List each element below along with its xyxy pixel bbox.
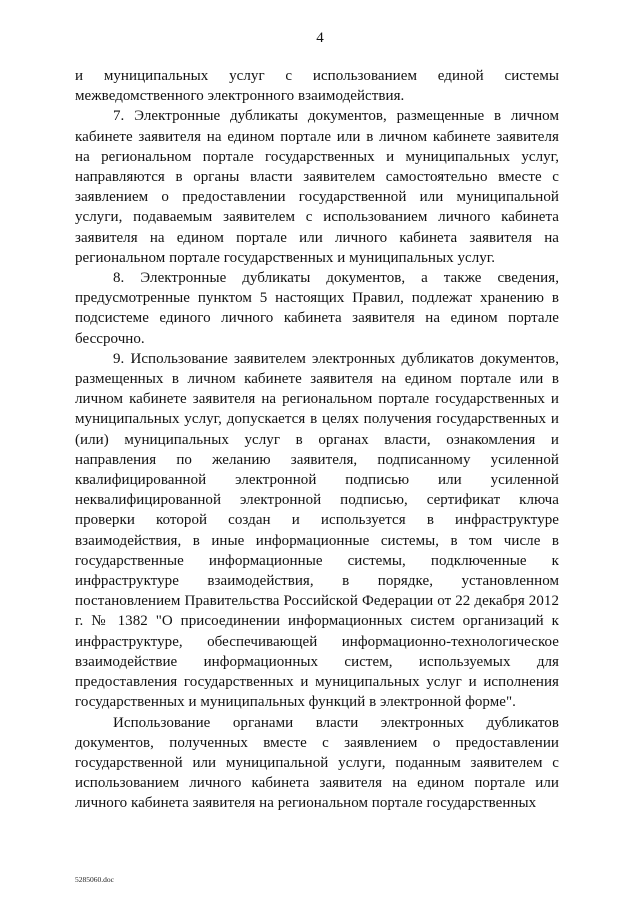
paragraph-continuation: и муниципальных услуг с использованием единой системы межведомственного электронного взаимодействия. — [75, 68, 559, 105]
paragraph-7: 7. Электронные дубликаты документов, размещенные в личном кабинете заявителя на едином портале или в личном кабинете заявителя на региональном портале государственных и муниципальных услуг, направляются в органы власти заявителем самостоятельно вместе с заявлением о предоставлении государственной или муниципальной услуги, подаваемым заявителем с использованием личного кабинета заявителя на едином портале или личного кабинета заявителя на региональном портале государственных и муниципальных услуг. — [75, 108, 559, 266]
document-body — [75, 66, 559, 814]
paragraph-9: 9. Использование заявителем электронных дубликатов документов, размещенных в личном кабинете заявителя на едином портале или в личном кабинете заявителя на региональном портале государственных и муниципальных услуг, допускается в целях получения государственных и (или) муниципальных услуг в органах власти, ознакомления и направления по желанию заявителя, подписанному усиленной квалифицированной электронной подписью или усиленной неквалифицированной электронной подписью, сертификат ключа проверки которой создан и используется в инфраструктуре взаимодействия, в иные информационные системы, в том числе в государственные информационные системы, подключенные к инфраструктуре взаимодействия, в порядке, установленном постановлением Правительства Российской Федерации от 22 декабря 2012 г. № 1382 "О присоединении информационных систем организаций к инфраструктуре, обеспечивающей информационно-технологическое взаимодействие информационных систем, используемых для предоставления государственных и муниципальных услуг и исполнения государственных и муниципальных функций в электронной форме". — [75, 350, 559, 711]
footer-file-code: 5285060.doc — [75, 875, 114, 884]
paragraph-8: 8. Электронные дубликаты документов, а также сведения, предусмотренные пунктом 5 настоящих Правил, подлежат хранению в подсистеме единого личного кабинета заявителя на едином портале бессрочно. — [75, 270, 559, 347]
paragraph-usage-by-authorities: Использование органами власти электронных дубликатов документов, полученных вместе с заявлением о предоставлении государственной или муниципальной услуги, поданным заявителем с использованием личного кабинета заявителя на едином портале или личного кабинета заявителя на региональном портале государственных — [75, 714, 559, 812]
page-number: 4 — [316, 30, 324, 46]
